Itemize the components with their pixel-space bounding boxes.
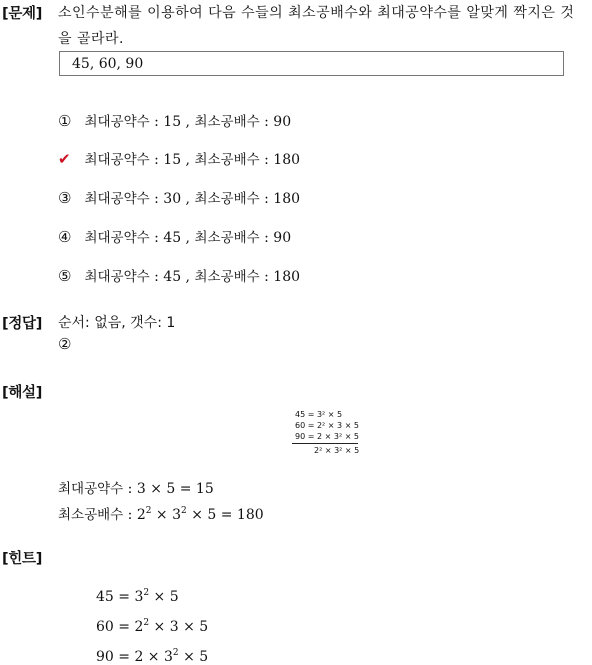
lcm-expression-part: × 5 = 180 <box>186 507 264 523</box>
hint-line <box>96 649 208 665</box>
gcd-value: : 15 , <box>154 152 191 168</box>
hint-expression-part: 60 = 2 <box>96 619 144 635</box>
gcd-value: : 15 , <box>154 114 191 130</box>
factorization-table <box>290 410 362 462</box>
choice-5[interactable] <box>58 266 300 286</box>
gcd-label: 최대공약수 <box>84 191 150 207</box>
hint-expression-part: × 5 <box>178 649 209 665</box>
divider <box>292 443 358 444</box>
numbers-box: 45, 60, 90 <box>59 51 564 76</box>
hint-expression-part: 90 = 2 × 3 <box>96 649 173 665</box>
lcm-label: 최소공배수 <box>194 191 260 207</box>
choice-number: ⑤ <box>58 267 72 285</box>
lcm-value: : 90 <box>264 114 292 130</box>
gcd-expression: : 3 × 5 = 15 <box>127 481 214 497</box>
hint-expression-part: × 3 × 5 <box>149 619 209 635</box>
gcd-value: : 45 , <box>154 230 191 246</box>
lcm-label: 최소공배수 <box>194 269 260 285</box>
problem-label: [문제] <box>2 6 43 22</box>
gcd-label: 최대공약수 <box>84 114 150 130</box>
exponent: 2 <box>172 648 179 658</box>
choice-number: ③ <box>58 189 72 207</box>
hint-expression-part: × 5 <box>149 589 179 605</box>
hint-line <box>96 619 208 635</box>
lcm-expression-part: : 2 <box>127 507 146 523</box>
hint-line <box>96 589 179 605</box>
gcd-label: 최대공약수 <box>58 481 124 497</box>
answer-value: ② <box>58 335 72 353</box>
choice-1[interactable] <box>58 111 291 131</box>
choice-4[interactable] <box>58 227 291 247</box>
exponent: 2 <box>143 588 150 598</box>
lcm-label: 최소공배수 <box>194 152 260 168</box>
hint-label: [힌트] <box>2 551 43 567</box>
gcd-label: 최대공약수 <box>84 152 150 168</box>
factor-row: 90 = 2 × 3² × 5 <box>295 432 360 441</box>
choice-3[interactable] <box>58 188 300 208</box>
gcd-value: : 45 , <box>154 269 191 285</box>
choice-number: ④ <box>58 228 72 246</box>
exponent: 2 <box>181 506 187 516</box>
lcm-label: 최소공배수 <box>194 230 260 246</box>
factor-row: 60 = 2² × 3 × 5 <box>295 421 360 430</box>
lcm-value: : 180 <box>264 269 301 285</box>
explanation-label: [해설] <box>2 385 43 401</box>
lcm-value: : 90 <box>264 230 292 246</box>
lcm-value: : 180 <box>264 191 301 207</box>
answer-label: [정답] <box>2 316 43 332</box>
hint-expression-part: 45 = 3 <box>96 589 144 605</box>
lcm-label: 최소공배수 <box>58 507 124 523</box>
exponent: 2 <box>145 506 152 516</box>
lcm-label: 최소공배수 <box>194 114 260 130</box>
gcd-explanation <box>58 477 214 497</box>
exponent: 2 <box>143 618 150 628</box>
gcd-value: : 30 , <box>154 191 191 207</box>
lcm-expression-part: × 3 <box>151 507 182 523</box>
checkmark-icon: ✔ <box>58 150 71 168</box>
gcd-label: 최대공약수 <box>84 269 150 285</box>
problem-text: 소인수분해를 이용하여 다음 수들의 최소공배수와 최대공약수를 알맞게 짝지은 것을 골라라. <box>58 5 575 47</box>
factor-result: 2² × 3² × 5 <box>314 446 360 455</box>
factor-row: 45 = 3² × 5 <box>295 410 343 419</box>
choice-number: ① <box>58 112 72 130</box>
lcm-value: : 180 <box>264 152 301 168</box>
answer-line: 순서: 없음, 갯수: 1 <box>58 315 176 331</box>
choice-2[interactable] <box>58 149 300 169</box>
gcd-label: 최대공약수 <box>84 230 150 246</box>
lcm-explanation <box>58 503 264 523</box>
